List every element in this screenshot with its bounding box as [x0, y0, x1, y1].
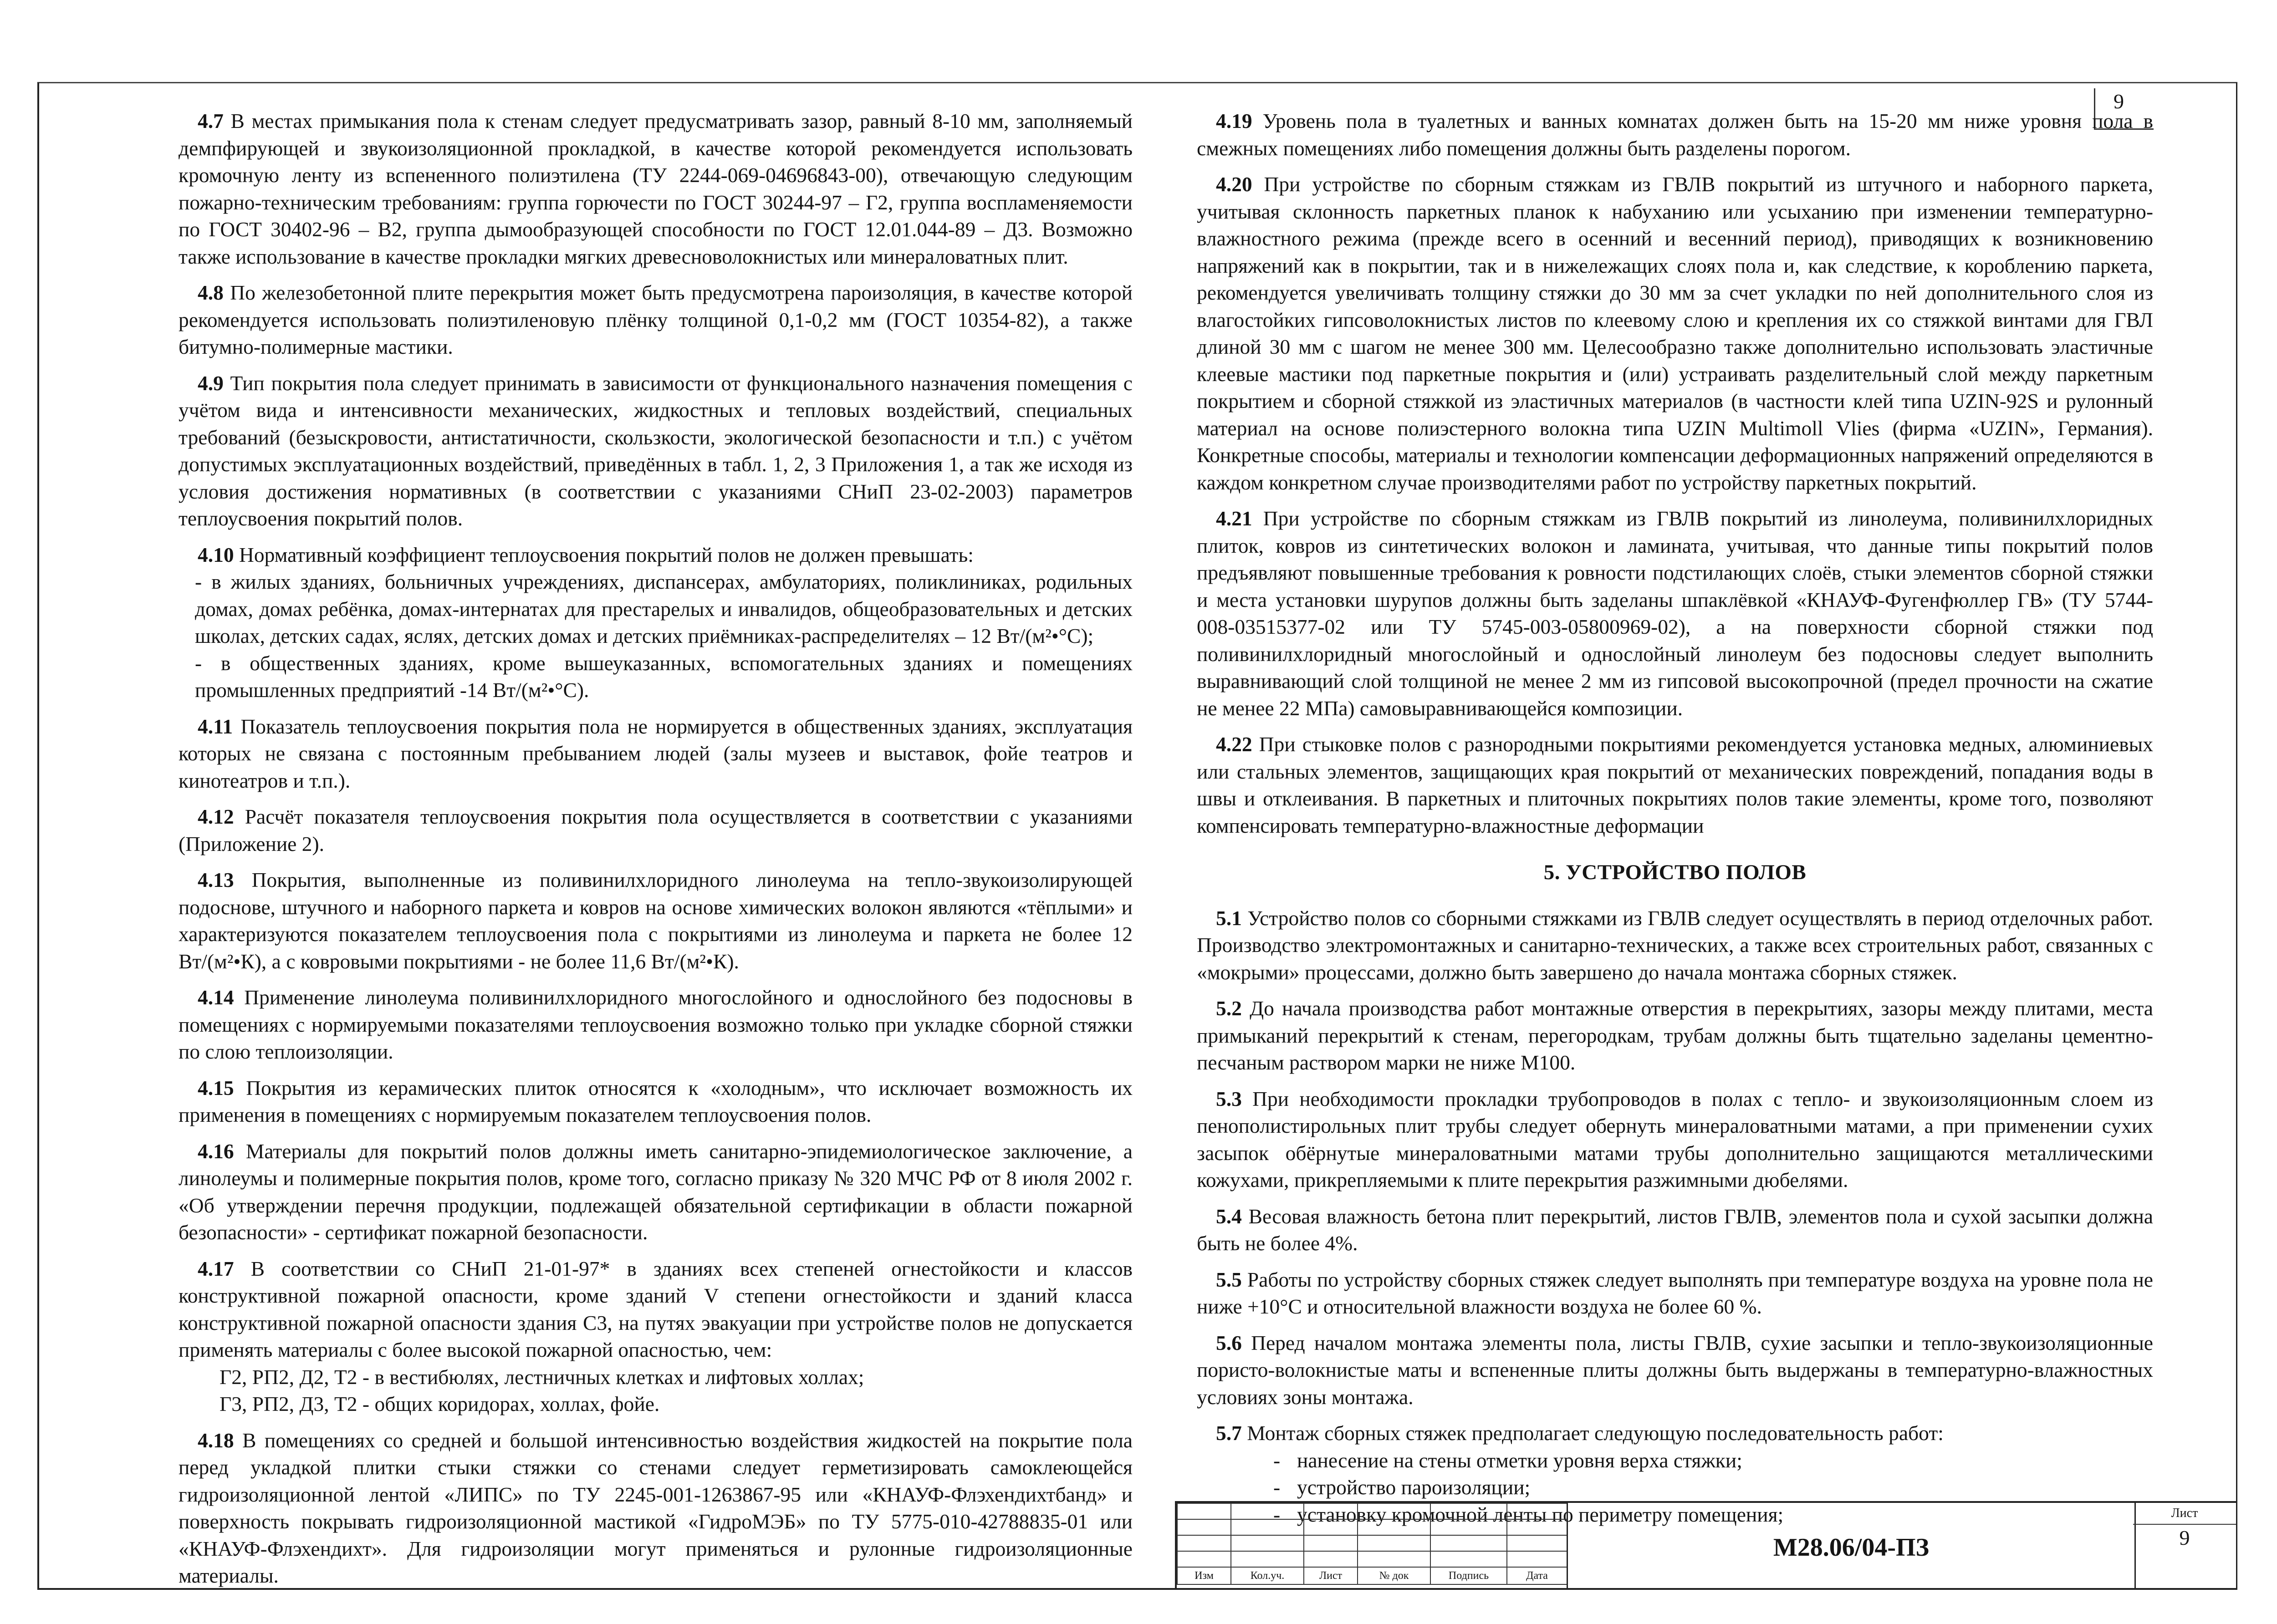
- clause-number: 5.6: [1216, 1331, 1242, 1354]
- clause-4-13: [179, 866, 1133, 975]
- clause-number: 4.19: [1216, 109, 1252, 132]
- clause-text: Показатель теплоусвоения покрытия пола не нормируется в общественных зданиях, эксплуатация которых не связана с постоянным пребыванием людей (залы музеев и выставок, фойе театров и кинотеатров и т.п.).: [179, 714, 1133, 792]
- clause-number: 4.10: [198, 543, 234, 566]
- right-column-part-a: [1197, 107, 2153, 839]
- clause-number: 4.13: [198, 868, 234, 891]
- clause-text: При устройстве по сборным стяжкам из ГВЛВ покрытий из штучного и наборного паркета, учитывая склонность паркетных планок к набуханию или усыханию при изменении температурно-влажностного режима (прежде всего в осенний и весенний период), приводящих к возникновению напряжений как в покрытии, так и в нижележащих слоях пола и, как следствие, к короблению паркета, рекомендуется увеличивать толщину стяжки до 30 мм за счет укладки по ней дополнительного слоя из влагостойких гипсоволокнистых листов по клеевому слою и крепления их со стяжкой винтами для ГВЛ длиной 30 мм с шагом не менее 300 мм. Целесообразно также дополнительно использовать эластичные клеевые мастики под паркетные покрытия и (или) устраивать разделительный слой между паркетным покрытием и сборной стяжкой из эластичных материалов (в частности клей типа UZIN-92S и рулонный материал на основе полиэстерного волокна типа UZIN Multimoll Vlies (фирма «UZIN», Германия). Конкретные способы, материалы и технологии компенсации деформационных напряжений определяются в каждом конкретном случае производителями работ по устройству паркетных покрытий.: [1197, 173, 2153, 494]
- stamp-label-kolvo: Кол.уч.: [1231, 1567, 1304, 1584]
- clause-number: 4.22: [1216, 733, 1252, 756]
- clause-text: По железобетонной плите перекрытия может быть предусмотрена пароизоляция, в качестве которой рекомендуется использовать полиэтиленовую плёнку толщиной 0,1-0,2 мм (ГОСТ 10354-82), а также битумно-полимерные мастики.: [179, 281, 1133, 358]
- clause-4-18: [179, 1427, 1133, 1589]
- clause-text: Устройство полов со сборными стяжками из ГВЛВ следует осуществлять в период отделочных работ. Производство электромонтажных и санитарно-технических, а также всех строительных работ, связанных с «мокрыми» процессами, должно быть завершено до начала монтажа сборных стяжек.: [1197, 906, 2153, 984]
- page-number: 9: [2114, 90, 2124, 113]
- dash-marker: -: [1273, 1448, 1281, 1472]
- clause-4-16: [179, 1138, 1133, 1246]
- clause-5-3: [1197, 1085, 2153, 1194]
- clause-text: При необходимости прокладки трубопроводов в полах с тепло- и звукоизоляционным слоем из пенополистирольных плит трубы следует обернуть минераловатными матами, а при применении сухих засыпок обёрнутые минераловатными матами трубы дополнительно защищаются металлическими кожухами, прикрепляемыми к плите перекрытия разжимными дюбелями.: [1197, 1087, 2153, 1191]
- clause-5-4: [1197, 1203, 2153, 1257]
- stamp-label-doc: № док: [1358, 1567, 1430, 1584]
- clause-number: 4.15: [198, 1076, 234, 1100]
- clause-text: Работы по устройству сборных стяжек следует выполнять при температуре воздуха на уровне пола не ниже +10°С и относительной влажности воздуха не более 60 %.: [1197, 1268, 2153, 1318]
- clause-4-9: [179, 370, 1133, 532]
- clause-4-11: [179, 713, 1133, 794]
- clause-number: 5.4: [1216, 1204, 1242, 1228]
- clause-5-2: [1197, 995, 2153, 1076]
- clause-text: При стыковке полов с разнородными покрытиями рекомендуется установка медных, алюминиевых или стальных элементов, защищающих края покрытий от механических повреждений, попадания воды в швы и отклеивания. В паркетных и плиточных покрытиях полов такие элементы, кроме того, позволяют компенсировать температурно-влажностные деформации: [1197, 733, 2153, 837]
- clause-text: Уровень пола в туалетных и ванных комнатах должен быть на 15-20 мм ниже уровня пола в смежных помещениях либо помещения должны быть разделены порогом.: [1197, 109, 2153, 160]
- clause-text: До начала производства работ монтажные отверстия в перекрытиях, зазоры между плитами, места примыканий перекрытий к стенам, перегородкам, трубам должны быть тщательно заделаны цементно-песчаным раствором марки не ниже М100.: [1197, 997, 2153, 1074]
- clause-4-14: [179, 984, 1133, 1065]
- clause-number: 5.2: [1216, 997, 1242, 1020]
- document-code-cell: [1567, 1503, 2136, 1588]
- clause-4-21: [1197, 505, 2153, 722]
- clause-text: Применение линолеума поливинилхлоридного многослойного и однослойного без подосновы в помещениях с нормируемыми показателями теплоусвоения возможно только при укладке сборной стяжки по слою теплоизоляции.: [179, 986, 1133, 1063]
- clause-4-8: [179, 279, 1133, 361]
- step-text: устройство пароизоляции;: [1297, 1476, 1531, 1499]
- clause-text: Весовая влажность бетона плит перекрытий, листов ГВЛВ, элементов пола и сухой засыпки должна быть не более 4%.: [1197, 1204, 2153, 1255]
- clause-4-12: [179, 803, 1133, 857]
- document-code: М28.06/04-ПЗ: [1773, 1533, 1930, 1562]
- clause-number: 5.5: [1216, 1268, 1242, 1291]
- step-text: нанесение на стены отметки уровня верха стяжки;: [1297, 1448, 1742, 1472]
- dash-marker: -: [1273, 1476, 1281, 1499]
- step-text: установку кромочной ленты по периметру помещения;: [1297, 1502, 1784, 1526]
- right-column: [1197, 107, 2153, 1528]
- clause-4-15: [179, 1074, 1133, 1129]
- clause-text: Тип покрытия пола следует принимать в зависимости от функционального назначения помещения с учётом вида и интенсивности механических, жидкостных и тепловых воздействий, специальных требований (безыскровости, антистатичности, скользкости, экологической безопасности и т.п.) с учётом допустимых эксплуатационных воздействий, приведённых в табл. 1, 2, 3 Приложения 1, а так же исходя из условия достижения нормативных (в соответствии с указаниями СНиП 23-02-2003) параметров теплоусвоения покрытий полов.: [179, 371, 1133, 530]
- clause-5-6: [1197, 1329, 2153, 1411]
- stamp-label-date: Дата: [1507, 1567, 1567, 1584]
- left-column: [179, 107, 1133, 1589]
- clause-text: В соответствии со СНиП 21-01-97* в зданиях всех степеней огнестойкости и классов конструктивной пожарной опасности, кроме зданий V степени огнестойкости и зданий класса конструктивной пожарной опасности здания С3, на путях эвакуации при устройстве полов не допускается применять материалы с более высокой пожарной опасностью, чем:: [179, 1257, 1133, 1361]
- clause-text: В помещениях со средней и большой интенсивностью воздействия жидкостей на покрытие пола перед укладкой плитки стыки стяжки со стенами следует герметизировать самоклеющейся гидроизоляционной лентой «ЛИПС» по ТУ 2245-001-1263867-95 или «КНАУФ-Флэхендихтбанд» и поверхность покрывать гидроизоляционной мастикой «ГидроМЭБ» по ТУ 5775-010-42788835-01 или «КНАУФ-Флэхендихт». Для гидроизоляции могут применяться и рулонные гидроизоляционные материалы.: [179, 1428, 1133, 1587]
- sheet-cell: [2133, 1503, 2236, 1588]
- clause-text: Нормативный коэффициент теплоусвоения покрытий полов не должен превышать:: [234, 543, 974, 566]
- clause-number: 4.21: [1216, 507, 1252, 530]
- clause-number: 4.16: [198, 1139, 234, 1163]
- material-class-line: Г2, РП2, Д2, Т2 - в вестибюлях, лестничных клетках и лифтовых холлах;: [220, 1365, 864, 1389]
- clause-number: 4.9: [198, 371, 224, 395]
- sheet-label: Лист: [2133, 1503, 2236, 1525]
- step-item: [1197, 1474, 2153, 1501]
- clause-text: Монтаж сборных стяжек предполагает следующую последовательность работ:: [1241, 1421, 1944, 1445]
- clause-text: Перед началом монтажа элементы пола, листы ГВЛВ, сухие засыпки и тепло-звукоизоляционные пористо-волокнистые маты и вспененные плиты должны быть выдержаны в температурно-влажностных условиях зоны монтажа.: [1197, 1331, 2153, 1409]
- section-title: 5. УСТРОЙСТВО ПОЛОВ: [1543, 860, 1807, 884]
- clause-5-7: [1197, 1420, 2153, 1447]
- clause-number: 4.17: [198, 1257, 234, 1280]
- clause-4-19: [1197, 107, 2153, 162]
- clause-4-7: [179, 107, 1133, 270]
- step-item: [1197, 1447, 2153, 1474]
- clause-text: В местах примыкания пола к стенам следует предусматривать зазор, равный 8-10 мм, заполняемый демпфирующей и звукоизоляционной прокладкой, в качестве которой рекомендуется использовать кромочную ленту из вспененного полиэтилена (ТУ 2244-069-04696843-00), отвечающую следующим пожарно-техническим требованиям: группа горючести по ГОСТ 30244-97 – Г2, группа воспламеняемости по ГОСТ 30402-96 – В2, группа дымообразующей способности по ГОСТ 12.01.044-89 – Д3. Возможно также использование в качестве прокладки мягких древесноволокнистых или минераловатных плит.: [179, 109, 1133, 268]
- clause-number: 4.20: [1216, 173, 1252, 196]
- stamp-label-izm: Изм: [1177, 1567, 1231, 1584]
- clause-number: 5.7: [1216, 1421, 1242, 1445]
- clause-4-17: [179, 1255, 1133, 1364]
- revision-table: [1177, 1503, 1567, 1585]
- clause-number: 4.7: [198, 109, 224, 132]
- clause-text: Материалы для покрытий полов должны иметь санитарно-эпидемиологическое заключение, а линолеумы и полимерные покрытия полов, кроме того, согласно приказу № 320 МЧС РФ от 8 июля 2002 г. «Об утверждении перечня продукции, подлежащей обязательной сертификации в области пожарной безопасности» - сертификат пожарной безопасности.: [179, 1139, 1133, 1244]
- clause-number: 4.14: [198, 986, 234, 1009]
- clause-text: Расчёт показателя теплоусвоения покрытия пола осуществляется в соответствии с указаниями (Приложение 2).: [179, 805, 1133, 855]
- clause-number: 5.1: [1216, 906, 1242, 930]
- stamp-label-signature: Подпись: [1430, 1567, 1507, 1584]
- clause-number: 4.18: [198, 1428, 234, 1452]
- sheet-number: 9: [2179, 1526, 2190, 1549]
- requirement-item: - в общественных зданиях, кроме вышеуказанных, вспомогательных зданиях и помещениях промышленных предприятий -14 Вт/(м²•°С).: [195, 651, 1133, 702]
- requirement-item: - в жилых зданиях, больничных учреждениях, диспансерах, амбулаториях, поликлиниках, родильных домах, домах ребёнка, домах-интернатах для престарелых и инвалидов, общеобразовательных и детских школах, детских садах, яслях, детских домах и детских приёмниках-распределителях – 12 Вт/(м²•°С);: [195, 570, 1133, 647]
- clause-text: Покрытия, выполненные из поливинилхлоридного линолеума на тепло-звукоизолирующей подоснове, штучного и наборного паркета и ковров на основе химических волокон являются «тёплыми» и характеризуются показателем теплоусвоения пола с покрытиями из линолеума и паркета не более 12 Вт/(м²•К), а с ковровыми покрытиями - не более 11,6 Вт/(м²•К).: [179, 868, 1133, 973]
- clause-number: 5.3: [1216, 1087, 1242, 1110]
- title-block: [1175, 1501, 2236, 1588]
- material-class-line: Г3, РП2, Д3, Т2 - общих коридорах, холлах, фойе.: [220, 1392, 660, 1415]
- clause-4-20: [1197, 171, 2153, 496]
- clause-text: При устройстве по сборным стяжкам из ГВЛВ покрытий из линолеума, поливинилхлоридных плиток, ковров из синтетических волокон и ламината, учитывая, что данные типы покрытий полов предъявляют повышенные требования к ровности подстилающих слоёв, стыки элементов сборной стяжки и места установки шурупов должны быть заделаны шпаклёвкой «КНАУФ-Фугенфюллер ГВ» (ТУ 5744-008-03515377-02 или ТУ 5745-003-05800969-02), а на поверхности сборной стяжки под поливинилхлоридный многослойный и однослойный линолеум без подосновы следует выполнить выравнивающий слой толщиной не менее 2 мм из гипсовой высокопрочной (предел прочности на сжатие не менее 22 МПа) самовыравнивающейся композиции.: [1197, 507, 2153, 720]
- clause-number: 4.8: [198, 281, 224, 304]
- clause-4-22: [1197, 731, 2153, 839]
- clause-number: 4.11: [198, 714, 233, 738]
- right-column-part-b: [1197, 905, 2153, 1447]
- dash-marker: -: [1273, 1502, 1281, 1526]
- clause-5-5: [1197, 1266, 2153, 1320]
- stamp-label-list: Лист: [1304, 1567, 1358, 1584]
- clause-text: Покрытия из керамических плиток относятся к «холодным», что исключает возможность их применения в помещениях с нормируемым показателем теплоусвоения полов.: [179, 1076, 1133, 1126]
- clause-4-10: [179, 541, 1133, 569]
- clause-5-1: [1197, 905, 2153, 986]
- clause-number: 4.12: [198, 805, 234, 828]
